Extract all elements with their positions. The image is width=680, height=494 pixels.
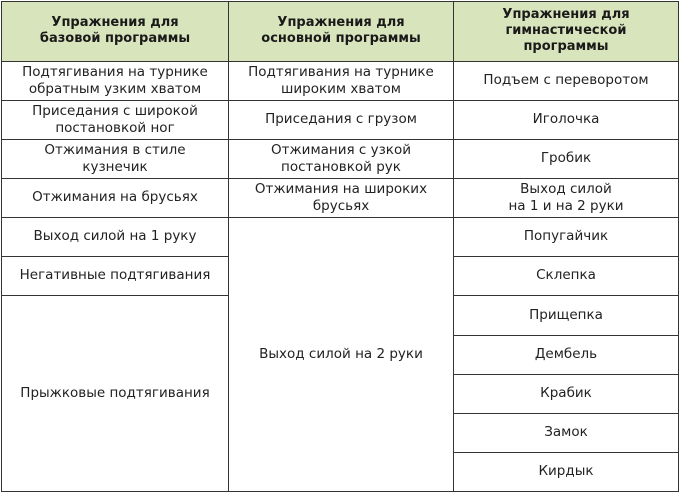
main-cell: Приседания с грузом	[229, 100, 454, 139]
table-row	[2, 178, 679, 217]
table-row	[2, 61, 679, 100]
gymnastic-cell: Дембель	[454, 335, 679, 374]
main-cell: Отжимания с узкой постановкой рук	[229, 139, 454, 178]
gymnastic-cell: Прищепка	[454, 295, 679, 335]
main-cell: Подтягивания на турнике широким хватом	[229, 61, 454, 100]
header-row	[2, 2, 679, 62]
table-row	[2, 100, 679, 139]
gymnastic-cell: Кирдык	[454, 452, 679, 491]
gymnastic-cell: Выход силой на 1 и на 2 руки	[454, 178, 679, 217]
table-row	[2, 139, 679, 178]
basic-cell: Прыжковые подтягивания	[2, 295, 229, 491]
table-row	[2, 217, 679, 256]
basic-cell: Отжимания в стиле кузнечик	[2, 139, 229, 178]
basic-cell: Отжимания на брусьях	[2, 178, 229, 217]
basic-cell: Приседания с широкой постановкой ног	[2, 100, 229, 139]
header-gymnastic: Упражнения для гимнастической программы	[454, 2, 679, 62]
gymnastic-cell: Попугайчик	[454, 217, 679, 256]
main-cell: Выход силой на 2 руки	[229, 217, 454, 491]
gymnastic-cell: Склепка	[454, 256, 679, 295]
gymnastic-cell: Крабик	[454, 374, 679, 413]
gymnastic-cell: Подъем с переворотом	[454, 61, 679, 100]
basic-cell: Выход силой на 1 руку	[2, 217, 229, 256]
header-main: Упражнения для основной программы	[229, 2, 454, 62]
gymnastic-cell: Иголочка	[454, 100, 679, 139]
header-basic: Упражнения для базовой программы	[2, 2, 229, 62]
exercise-table	[1, 1, 679, 492]
gymnastic-cell: Гробик	[454, 139, 679, 178]
basic-cell: Подтягивания на турнике обратным узким хватом	[2, 61, 229, 100]
main-cell: Отжимания на широких брусьях	[229, 178, 454, 217]
basic-cell: Негативные подтягивания	[2, 256, 229, 295]
gymnastic-cell: Замок	[454, 413, 679, 452]
